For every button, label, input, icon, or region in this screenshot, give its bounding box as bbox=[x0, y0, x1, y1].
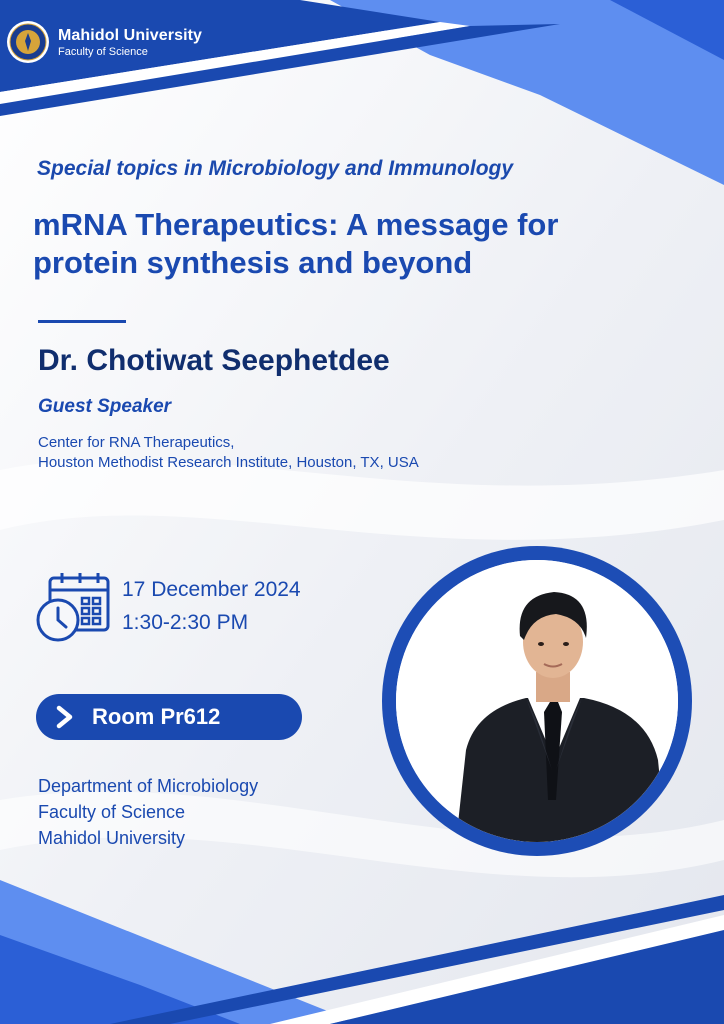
organizer-line3: Mahidol University bbox=[38, 828, 186, 848]
speaker-role: Guest Speaker bbox=[38, 396, 172, 417]
room-button[interactable] bbox=[36, 694, 302, 740]
affiliation-line2: Houston Methodist Research Institute, Houston, TX, USA bbox=[38, 454, 419, 471]
event-title bbox=[33, 206, 693, 282]
header-logo bbox=[6, 20, 202, 64]
event-schedule bbox=[122, 573, 301, 639]
series-title: Special topics in Microbiology and Immunology bbox=[37, 157, 514, 180]
organizer-line2: Faculty of Science bbox=[38, 802, 186, 822]
speaker-name: Dr. Chotiwat Seephetdee bbox=[38, 344, 390, 377]
speaker-affiliation bbox=[38, 433, 419, 473]
faculty-name: Faculty of Science bbox=[58, 45, 148, 58]
speaker-portrait bbox=[396, 560, 678, 842]
chevron-right-icon bbox=[54, 705, 76, 729]
room-label: Room Pr612 bbox=[92, 704, 221, 729]
affiliation-line1: Center for RNA Therapeutics, bbox=[38, 434, 235, 451]
university-name: Mahidol University bbox=[58, 26, 203, 44]
event-date: 17 December 2024 bbox=[122, 578, 301, 601]
organizer-block bbox=[38, 773, 258, 851]
event-title-line2: protein synthesis and beyond bbox=[33, 245, 473, 280]
title-divider bbox=[38, 320, 126, 323]
university-seal-icon bbox=[6, 20, 50, 64]
event-title-line1: mRNA Therapeutics: A message for bbox=[33, 207, 559, 242]
event-time: 1:30-2:30 PM bbox=[122, 611, 249, 634]
speaker-portrait-illustration bbox=[396, 560, 678, 842]
calendar-clock-icon bbox=[36, 572, 112, 644]
speaker-photo-frame bbox=[382, 546, 692, 856]
organizer-line1: Department of Microbiology bbox=[38, 776, 259, 796]
